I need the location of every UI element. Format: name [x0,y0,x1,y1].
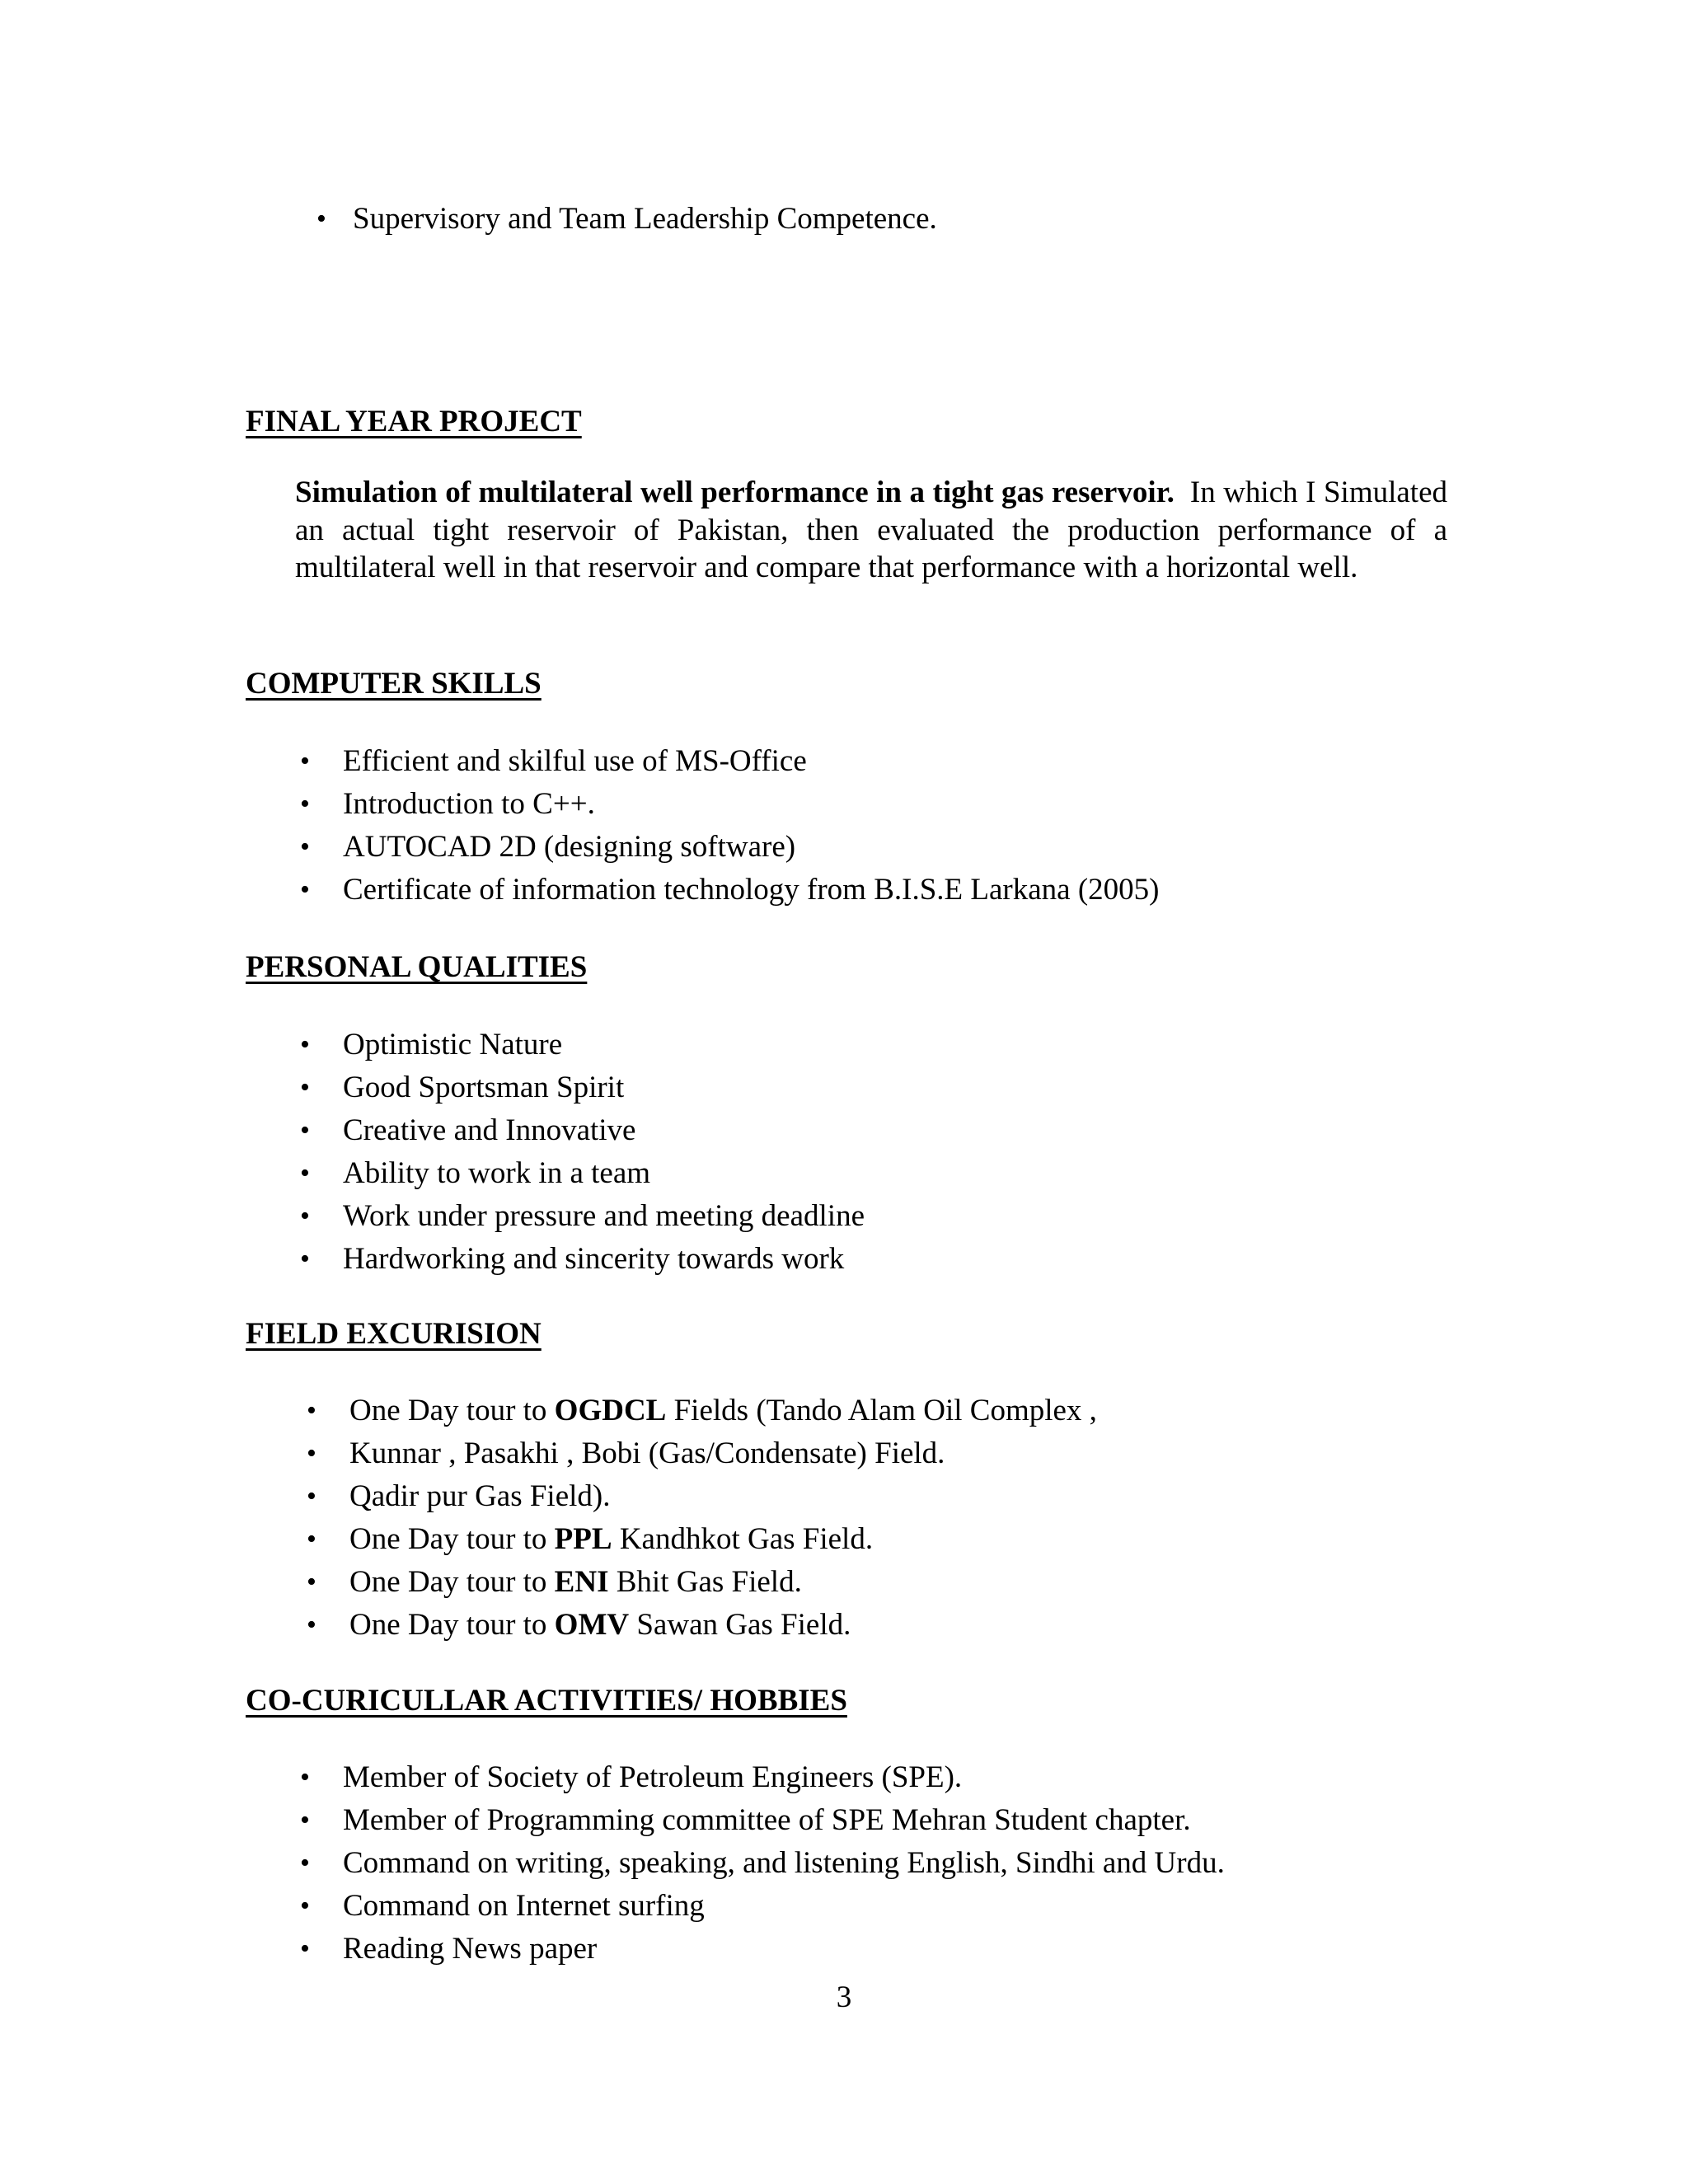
project-details: In which I Simulated an actual tight reservoir of Pakistan, then evaluated the production performance of a multilateral well in that reservoir and compare that performance with a horizontal well. [295,476,1447,584]
list-item [307,1561,1097,1604]
list-item [307,1475,1097,1518]
list-item-text: One Day tour to [349,1394,555,1427]
list-item [300,740,1159,783]
project-title: Simulation of multilateral well performance in a tight gas reservoir. [295,476,1175,509]
bullet-icon: • [300,1244,310,1274]
bullet-icon: • [300,1029,310,1060]
list-item-text: Bhit Gas Field. [608,1565,802,1599]
bullet-icon: • [300,1158,310,1188]
bullet-icon: • [300,1201,310,1231]
list-item-text: One Day tour to [349,1565,555,1599]
personal-qualities-heading: PERSONAL QUALITIES [246,950,588,984]
computer-skills-list [300,740,1160,912]
bullet-icon: • [300,1115,310,1146]
bullet-icon: • [300,874,310,905]
list-item [307,1432,1097,1475]
bullet-icon: • [300,1762,310,1793]
field-excursion-list [307,1390,1097,1647]
list-item [307,1604,1097,1647]
list-item [307,1390,1097,1432]
list-item [307,1518,1097,1561]
final-year-project-description [295,474,1447,587]
co-curricular-list [300,1756,1225,1971]
list-item [300,1238,865,1281]
list-item-text: Member of Programming committee of SPE Mehran Student chapter. [343,1803,1191,1837]
bullet-icon: • [300,1848,310,1878]
list-item-text: Ability to work in a team [343,1156,651,1190]
list-item-text: Qadir pur Gas Field). [349,1479,611,1513]
list-item-text: Certificate of information technology from B.I.S.E Larkana (2005) [343,873,1160,907]
company-name: OMV [554,1608,630,1642]
list-item-text: Good Sportsman Spirit [343,1071,625,1104]
bullet-icon: • [307,1438,316,1469]
list-item [300,1842,1225,1885]
list-item [300,869,1160,912]
list-item-text: Efficient and skilful use of MS-Office [343,744,807,778]
list-item-text: Optimistic Nature [343,1028,563,1062]
co-curricular-heading: CO-CURICULLAR ACTIVITIES/ HOBBIES [246,1684,847,1718]
list-item-text: One Day tour to [349,1608,555,1642]
bullet-icon: • [307,1524,316,1554]
bullet-icon: • [316,204,326,234]
company-name: OGDCL [554,1394,667,1427]
bullet-icon: • [300,1891,310,1921]
list-item-text: Sawan Gas Field. [629,1608,851,1642]
list-item-text: Introduction to C++. [343,787,595,821]
list-item [316,198,937,241]
list-item-text: Kunnar , Pasakhi , Bobi (Gas/Condensate) Field. [349,1436,945,1470]
list-item-text: Kandhkot Gas Field. [612,1522,874,1556]
bullet-icon: • [300,746,310,776]
list-item [300,1024,865,1066]
company-name: PPL [554,1522,612,1556]
list-item [300,783,1159,826]
company-name: ENI [554,1565,609,1599]
list-item-text: Fields (Tando Alam Oil Complex , [666,1394,1097,1427]
bullet-icon: • [307,1610,316,1640]
list-item [300,1066,865,1109]
list-item-text: One Day tour to [349,1522,555,1556]
list-item-text: Member of Society of Petroleum Engineers (SPE). [343,1760,963,1794]
page-number: 3 [836,1980,852,2014]
list-item-text: Work under pressure and meeting deadline [343,1199,865,1233]
bullet-icon: • [300,1805,310,1835]
bullet-icon: • [300,832,310,862]
list-item [300,826,1159,869]
field-excursion-heading: FIELD EXCURISION [246,1317,542,1351]
bullet-icon: • [300,1072,310,1103]
list-item [300,1885,1225,1928]
final-year-project-heading: FINAL YEAR PROJECT [246,405,582,438]
bullet-icon: • [300,1933,310,1964]
list-item [300,1799,1225,1842]
bullet-icon: • [307,1567,316,1597]
list-item-text: Command on writing, speaking, and listening English, Sindhi and Urdu. [343,1846,1225,1880]
list-item [300,1109,865,1152]
bullet-icon: • [300,789,310,819]
personal-qualities-list [300,1024,865,1281]
list-item-text: Command on Internet surfing [343,1889,705,1923]
bullet-icon: • [307,1395,316,1426]
list-item-text: Supervisory and Team Leadership Competence. [353,202,937,236]
list-item-text: Creative and Innovative [343,1113,636,1147]
list-item [300,1928,1225,1971]
computer-skills-heading: COMPUTER SKILLS [246,667,542,701]
list-item [300,1152,865,1195]
list-item-text: AUTOCAD 2D (designing software) [343,830,796,864]
list-item [300,1195,865,1238]
bullet-icon: • [307,1481,316,1511]
list-item-text: Hardworking and sincerity towards work [343,1242,845,1276]
list-item [300,1756,1225,1799]
list-item-text: Reading News paper [343,1932,598,1966]
leadership-bullet-list [316,198,937,241]
